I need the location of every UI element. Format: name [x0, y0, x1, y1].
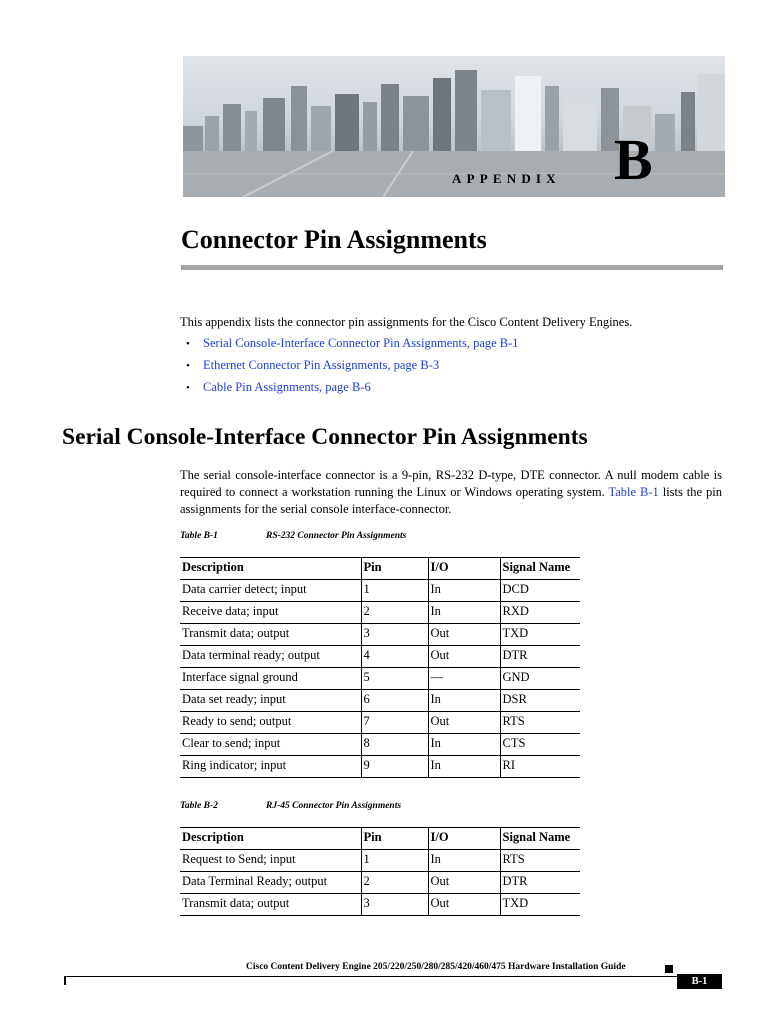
- table-cell: Out: [428, 872, 500, 894]
- appendix-label: APPENDIX: [452, 171, 561, 186]
- footer-rule: [64, 976, 677, 977]
- list-item: [186, 358, 519, 380]
- table-row: [180, 756, 580, 778]
- table-cell: Data carrier detect; input: [180, 580, 361, 602]
- table-cell: In: [428, 850, 500, 872]
- intro-text: This appendix lists the connector pin assignments for the Cisco Content Delivery Engines.: [180, 315, 633, 329]
- table-cell: RTS: [500, 712, 580, 734]
- footer-tick: [64, 976, 66, 985]
- table-cell: 2: [361, 872, 428, 894]
- table-cell: 1: [361, 850, 428, 872]
- column-header: Pin: [361, 558, 428, 580]
- table-cell: Interface signal ground: [180, 668, 361, 690]
- table-row: [180, 850, 580, 872]
- footer-marker: [665, 965, 673, 973]
- table-row: [180, 872, 580, 894]
- page-number: B-1: [677, 974, 722, 989]
- table-cell: DTR: [500, 646, 580, 668]
- table-cell: Ring indicator; input: [180, 756, 361, 778]
- column-header: I/O: [428, 558, 500, 580]
- table-cell: Out: [428, 624, 500, 646]
- table-cell: DCD: [500, 580, 580, 602]
- link-cable-pin[interactable]: Cable Pin Assignments, page B-6: [203, 380, 371, 394]
- column-header: I/O: [428, 828, 500, 850]
- table-cell: 3: [361, 894, 428, 916]
- table-number: Table B-1: [180, 531, 218, 541]
- table-cell: In: [428, 602, 500, 624]
- list-item: [186, 336, 519, 358]
- section-title: Serial Console-Interface Connector Pin Assignments: [62, 424, 588, 450]
- footer-guide-title: Cisco Content Delivery Engine 205/220/250/280/285/420/460/475 Hardware Installation Guide: [246, 962, 626, 972]
- table-cell: Out: [428, 646, 500, 668]
- table-cell: Data terminal ready; output: [180, 646, 361, 668]
- table-cell: 7: [361, 712, 428, 734]
- table-row: [180, 668, 580, 690]
- table-row: [180, 690, 580, 712]
- table-caption: [180, 531, 406, 541]
- table-cell: Data set ready; input: [180, 690, 361, 712]
- table-cell: RTS: [500, 850, 580, 872]
- rs232-pin-table: [180, 557, 580, 778]
- table-cell: CTS: [500, 734, 580, 756]
- table-row: [180, 580, 580, 602]
- table-row: [180, 646, 580, 668]
- table-cell: Transmit data; output: [180, 624, 361, 646]
- table-cell: 2: [361, 602, 428, 624]
- table-cell: 6: [361, 690, 428, 712]
- column-header: Description: [180, 828, 361, 850]
- column-header: Signal Name: [500, 558, 580, 580]
- table-cell: 4: [361, 646, 428, 668]
- column-header: Signal Name: [500, 828, 580, 850]
- bullet-icon: •: [186, 360, 190, 372]
- table-cell: DTR: [500, 872, 580, 894]
- paragraph-text: lists the pin assignments for the serial console interface-connector.: [180, 485, 722, 516]
- column-header: Description: [180, 558, 361, 580]
- title-rule: [181, 265, 723, 270]
- table-header-row: [180, 828, 580, 850]
- table-title: RJ-45 Connector Pin Assignments: [266, 801, 402, 811]
- table-cell: RI: [500, 756, 580, 778]
- paragraph-text: The serial console-interface connector is a 9-pin, RS-232 D-type, DTE connector. A null modem cable is required to connect a workstation running the Linux or Windows operating system.: [180, 468, 722, 499]
- table-cell: Clear to send; input: [180, 734, 361, 756]
- bullet-icon: •: [186, 382, 190, 394]
- table-cell: In: [428, 756, 500, 778]
- table-cell: 5: [361, 668, 428, 690]
- table-row: [180, 712, 580, 734]
- link-serial-console[interactable]: Serial Console-Interface Connector Pin Assignments, page B-1: [203, 336, 519, 350]
- table-cell: DSR: [500, 690, 580, 712]
- table-row: [180, 894, 580, 916]
- bullet-icon: •: [186, 338, 190, 350]
- section-link-list: [186, 336, 519, 402]
- table-cell: 3: [361, 624, 428, 646]
- table-cell: TXD: [500, 624, 580, 646]
- table-cell: Ready to send; output: [180, 712, 361, 734]
- appendix-letter: B: [614, 127, 653, 192]
- table-number: Table B-2: [180, 801, 218, 811]
- table-cell: Out: [428, 894, 500, 916]
- column-header: Pin: [361, 828, 428, 850]
- table-cell: GND: [500, 668, 580, 690]
- table-cell: Out: [428, 712, 500, 734]
- table-cell: In: [428, 690, 500, 712]
- table-cell: RXD: [500, 602, 580, 624]
- table-row: [180, 602, 580, 624]
- table-cell: Receive data; input: [180, 602, 361, 624]
- list-item: [186, 380, 519, 402]
- table-cell: 1: [361, 580, 428, 602]
- chapter-title: Connector Pin Assignments: [181, 225, 487, 254]
- table-cell: In: [428, 580, 500, 602]
- table-caption: [180, 801, 401, 811]
- table-header-row: [180, 558, 580, 580]
- rj45-pin-table: [180, 827, 580, 916]
- table-b1-link[interactable]: Table B-1: [608, 485, 659, 499]
- table-cell: 9: [361, 756, 428, 778]
- table-cell: Request to Send; input: [180, 850, 361, 872]
- table-cell: 8: [361, 734, 428, 756]
- table-cell: In: [428, 734, 500, 756]
- table-cell: —: [428, 668, 500, 690]
- section-paragraph: [180, 467, 722, 518]
- table-row: [180, 734, 580, 756]
- table-cell: Data Terminal Ready; output: [180, 872, 361, 894]
- table-cell: TXD: [500, 894, 580, 916]
- table-row: [180, 624, 580, 646]
- table-cell: Transmit data; output: [180, 894, 361, 916]
- link-ethernet-connector[interactable]: Ethernet Connector Pin Assignments, page B-3: [203, 358, 440, 372]
- table-title: RS-232 Connector Pin Assignments: [266, 531, 407, 541]
